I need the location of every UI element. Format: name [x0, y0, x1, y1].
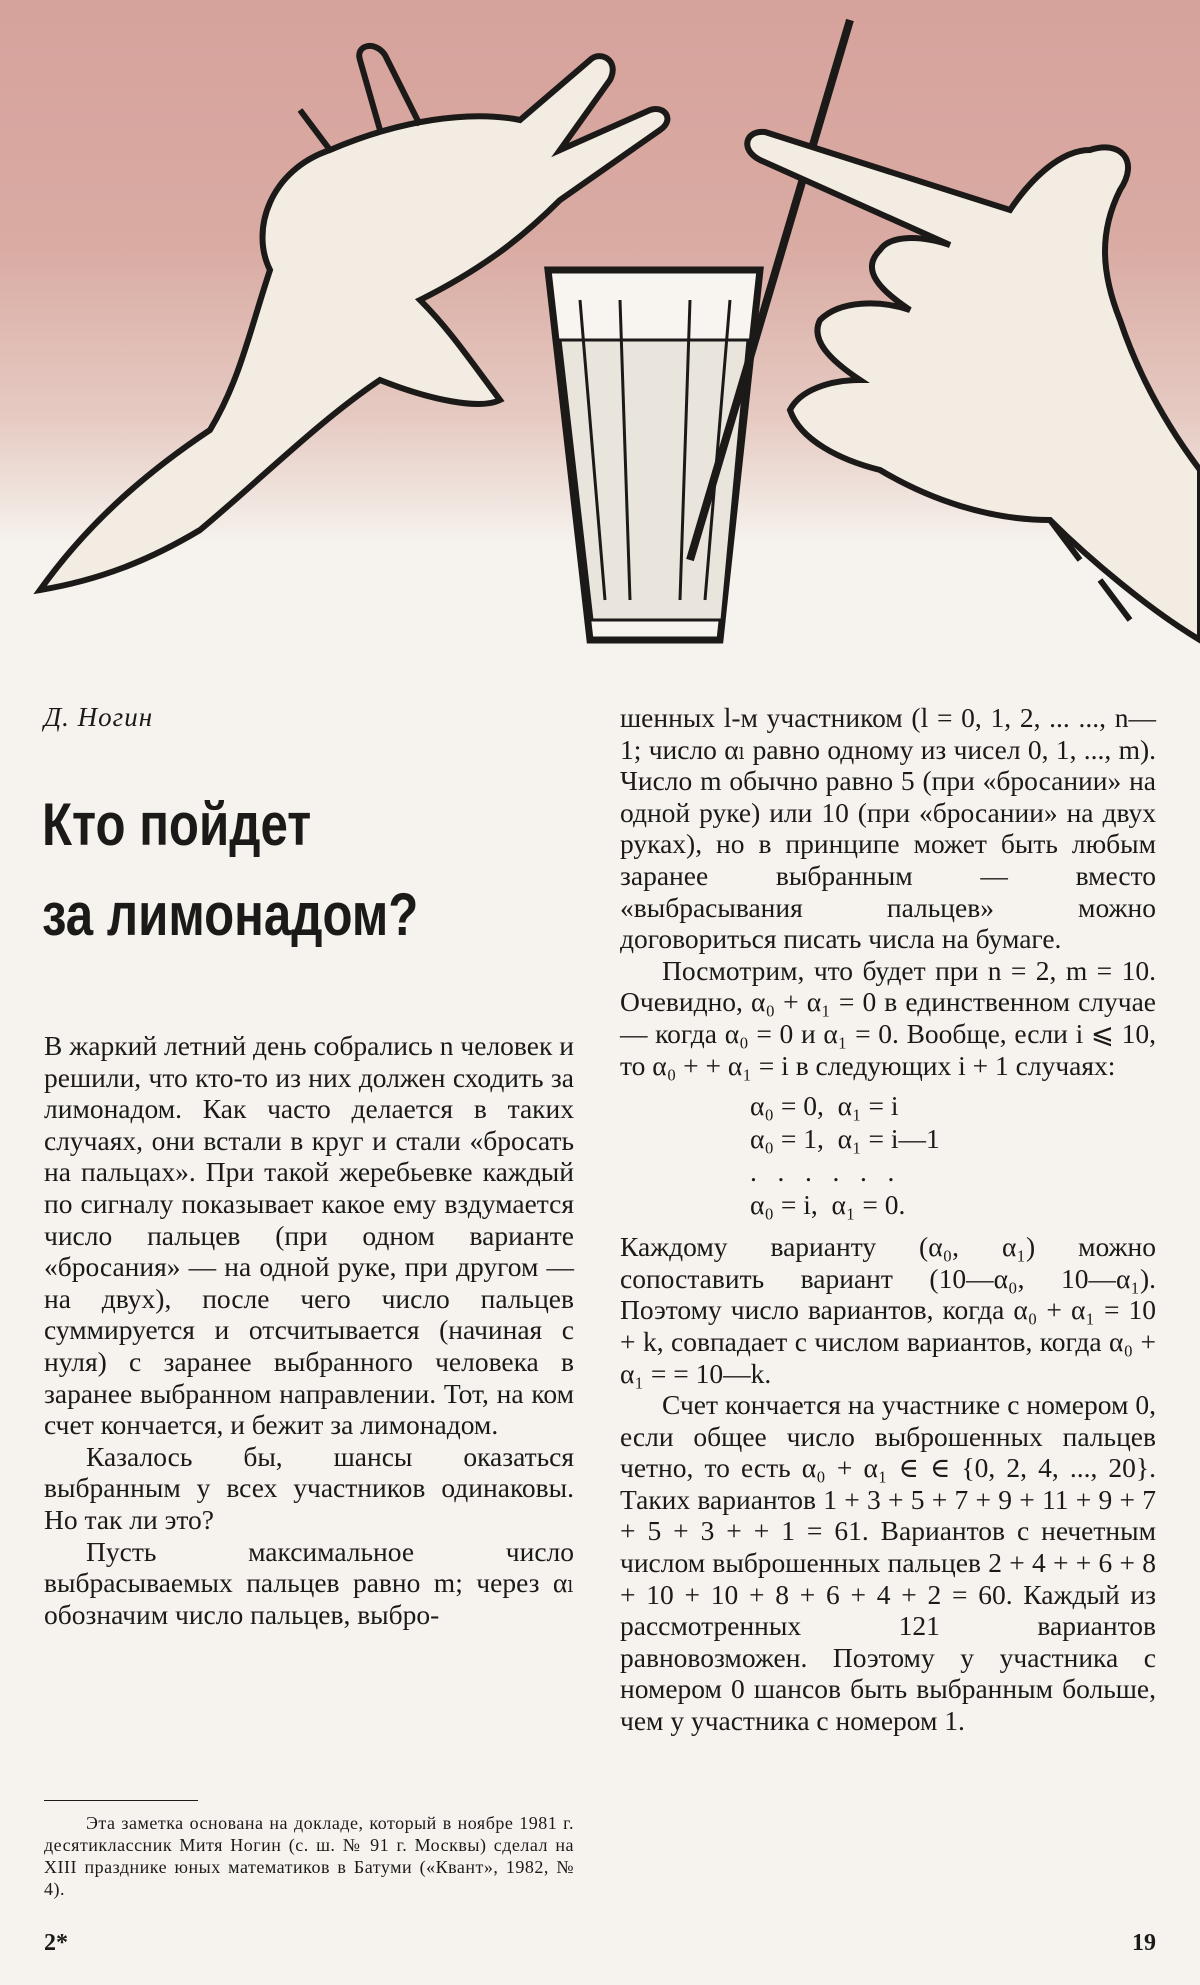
paragraph: Казалось бы, шансы оказаться выбранным у всех участников одинаковы. Но так ли это? [44, 1440, 574, 1535]
header-illustration [0, 0, 1200, 700]
footnote-divider [44, 1800, 198, 1801]
right-hand-drawing [747, 132, 1200, 640]
article-title: Кто пойдет за лимонадом? [42, 791, 419, 948]
glass-drawing [548, 20, 850, 640]
formula-block [750, 1089, 1156, 1221]
right-column [620, 702, 1156, 1737]
paragraph: В жаркий летний день собрались n человек и решили, что кто-то из них должен сходить за лимонадом. Как часто делается в таких случаях, они встали в круг и стали «бросать на пальцах». При такой жеребьевке каждый по сигналу показывает какое ему вздумается число пальцев (при одном варианте «бросания» — на одной руке, при другом — на двух), после чего число пальцев суммируется и отсчитывается (начиная с нуля) с заранее выбранного человека в заранее выбранном направлении. Тот, на ком счет кончается, и бежит за лимонадом. [44, 1030, 574, 1441]
page-number: 19 [1132, 1930, 1156, 1956]
signature-mark: 2* [44, 1930, 68, 1956]
paragraph: Каждому варианту (α₀, α₁) можно сопоставить вариант (10—α₀, 10—α₁). Поэтому число вариантов, когда α₀ + α₁ = 10 + k, совпадает с числом вариантов, когда α₀ + α₁ = = 10—k. [620, 1231, 1156, 1389]
paragraph: шенных l-м участником (l = 0, 1, 2, ... ..., n—1; число αₗ равно одному из чисел 0, 1, ..., m). Число m обычно равно 5 (при «бросании» на одной руке) или 10 (при «бросании» на двух руках), но в принципе может быть любым заранее выбранным — вместо «выбрасывания пальцев» можно договориться писать числа на бумаге. [620, 702, 1156, 955]
article-author: Д. Ногин [44, 702, 154, 732]
footnote [44, 1812, 574, 1900]
paragraph: Посмотрим, что будет при n = 2, m = 10. Очевидно, α₀ + α₁ = 0 в единственном случае — когда α₀ = 0 и α₁ = 0. Вообще, если i ⩽ 10, то α₀ + + α₁ = i в следующих i + 1 случаях: [620, 954, 1156, 1081]
hands-glass-illustration [0, 0, 1200, 700]
left-column [44, 1030, 574, 1630]
formula-line: α₀ = i, α₁ = 0. [750, 1189, 906, 1221]
paragraph: Счет кончается на участнике с номером 0, если общее число выброшенных пальцев четно, то есть α₀ + α₁ ∈ ∈ {0, 2, 4, ..., 20}. Таких вариантов 1 + 3 + 5 + 7 + 9 + 11 + 9 + 7 + 5 + 3 + + 1 = 61. Вариантов с нечетным числом выброшенных пальцев 2 + 4 + + 6 + 8 + 10 + 10 + 8 + 6 + 4 + 2 = 60. Каждый из рассмотренных 121 вариантов равновозможен. Поэтому у участника с номером 0 шансов быть выбранным больше, чем у участника с номером 1. [620, 1389, 1156, 1737]
formula-line: α₀ = 0, α₁ = i [750, 1090, 899, 1122]
paragraph: Пусть максимальное число выбрасываемых пальцев равно m; через αₗ обозначим число пальцев, выбро- [44, 1535, 574, 1630]
formula-line: α₀ = 1, α₁ = i—1 [750, 1123, 940, 1155]
formula-line: . . . . . . [750, 1156, 895, 1188]
footnote-text: Эта заметка основана на докладе, который в ноябре 1981 г. десятиклассник Митя Ногин (с. ш. № 91 г. Москвы) сделал на XIII празднике юных математиков в Батуми («Квант», 1982, № 4). [44, 1813, 574, 1899]
